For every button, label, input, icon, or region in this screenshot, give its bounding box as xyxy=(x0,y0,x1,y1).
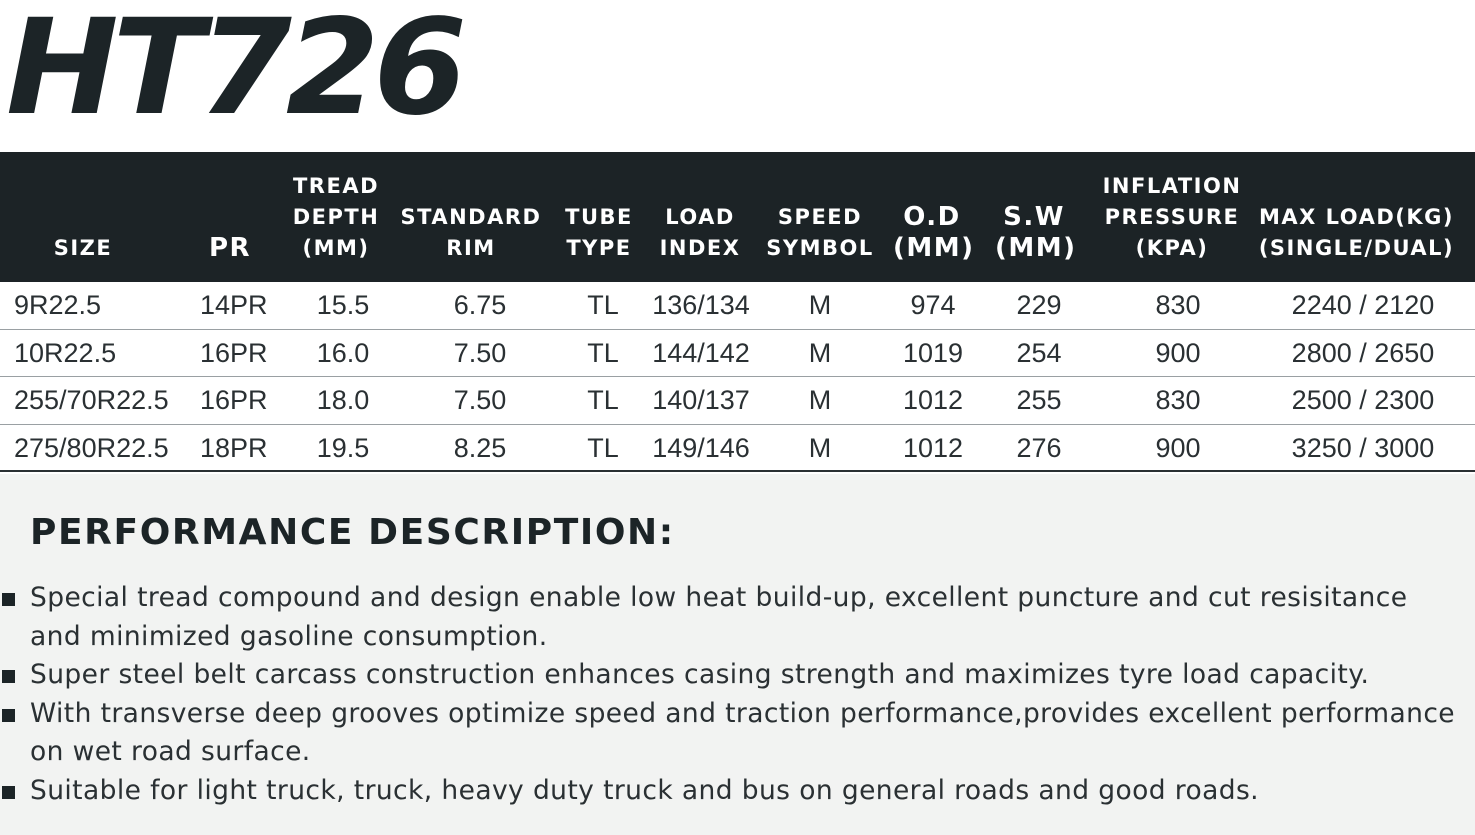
cell-standard-rim: 6.75 xyxy=(453,290,507,320)
table-row xyxy=(0,425,1475,473)
list-item xyxy=(0,695,1460,772)
list-item-text: Suitable for light truck, truck, heavy duty truck and bus on general roads and good roads. xyxy=(30,774,1259,806)
square-bullet-icon xyxy=(2,786,15,799)
table-row xyxy=(0,282,1475,330)
cell-sw: 276 xyxy=(1016,432,1062,463)
list-item xyxy=(0,579,1460,656)
list-item xyxy=(0,656,1460,695)
product-model-title: HT726 xyxy=(6,0,461,145)
cell-size: 10R22.5 xyxy=(14,337,117,368)
cell-standard-rim: 8.25 xyxy=(453,432,507,463)
header-od: O.D (MM) xyxy=(893,202,975,263)
cell-speed-symbol: M xyxy=(808,385,832,415)
cell-pr: 16PR xyxy=(200,385,268,415)
cell-load-index: 136/134 xyxy=(652,290,750,320)
cell-sw: 254 xyxy=(1016,337,1062,368)
table-row xyxy=(0,330,1475,378)
cell-size: 275/80R22.5 xyxy=(14,432,169,463)
cell-od: 974 xyxy=(910,290,956,320)
performance-section xyxy=(0,474,1475,835)
cell-od: 1012 xyxy=(902,385,964,415)
cell-pr: 16PR xyxy=(200,337,268,368)
list-item xyxy=(0,772,1460,811)
header-inflation-pressure: INFLATION PRESSURE (KPA) xyxy=(1102,174,1242,260)
cell-max-load: 3250 / 3000 xyxy=(1291,432,1435,463)
header-pr: PR xyxy=(208,233,252,263)
cell-max-load: 2500 / 2300 xyxy=(1291,385,1435,415)
cell-load-index: 144/142 xyxy=(652,337,750,368)
performance-list xyxy=(0,579,1460,810)
cell-inflation-pressure: 900 xyxy=(1155,432,1201,463)
cell-speed-symbol: M xyxy=(808,337,832,368)
performance-title: PERFORMANCE DESCRIPTION: xyxy=(30,512,675,553)
table-header xyxy=(0,152,1475,282)
cell-speed-symbol: M xyxy=(808,290,832,320)
header-tube-type: TUBE TYPE xyxy=(565,205,633,260)
table-row xyxy=(0,377,1475,425)
cell-inflation-pressure: 830 xyxy=(1155,385,1201,415)
header-sw: S.W (MM) xyxy=(995,202,1077,263)
square-bullet-icon xyxy=(2,670,15,683)
header-tread-depth: TREAD DEPTH (MM) xyxy=(292,174,380,260)
cell-tread-depth: 15.5 xyxy=(316,290,370,320)
header-max-load: MAX LOAD(KG) (SINGLE/DUAL) xyxy=(1258,205,1455,260)
cell-tread-depth: 19.5 xyxy=(316,432,370,463)
cell-load-index: 140/137 xyxy=(652,385,750,415)
cell-max-load: 2240 / 2120 xyxy=(1291,290,1435,320)
cell-tube-type: TL xyxy=(587,385,619,415)
cell-sw: 229 xyxy=(1016,290,1062,320)
cell-sw: 255 xyxy=(1016,385,1062,415)
cell-pr: 18PR xyxy=(200,432,268,463)
header-standard-rim: STANDARD RIM xyxy=(400,205,542,260)
header-size: SIZE xyxy=(53,236,113,260)
cell-tube-type: TL xyxy=(587,432,619,463)
cell-tread-depth: 16.0 xyxy=(316,337,370,368)
list-item-text: With transverse deep grooves optimize speed and traction performance,provides excellent performance on wet road surface. xyxy=(30,697,1455,767)
cell-inflation-pressure: 830 xyxy=(1155,290,1201,320)
cell-tube-type: TL xyxy=(587,290,619,320)
cell-size: 255/70R22.5 xyxy=(14,385,169,415)
square-bullet-icon xyxy=(2,593,15,606)
square-bullet-icon xyxy=(2,709,15,722)
cell-standard-rim: 7.50 xyxy=(453,337,507,368)
cell-pr: 14PR xyxy=(200,290,268,320)
cell-size: 9R22.5 xyxy=(14,290,102,320)
cell-tread-depth: 18.0 xyxy=(316,385,370,415)
cell-tube-type: TL xyxy=(587,337,619,368)
cell-od: 1019 xyxy=(902,337,964,368)
cell-max-load: 2800 / 2650 xyxy=(1291,337,1435,368)
header-load-index: LOAD INDEX xyxy=(659,205,741,260)
spec-table xyxy=(0,152,1475,472)
list-item-text: Special tread compound and design enable low heat build-up, excellent puncture and cut resisitance and minimized gasoline consumption. xyxy=(30,582,1408,652)
cell-standard-rim: 7.50 xyxy=(453,385,507,415)
header-speed-symbol: SPEED SYMBOL xyxy=(766,205,874,260)
cell-load-index: 149/146 xyxy=(652,432,750,463)
cell-inflation-pressure: 900 xyxy=(1155,337,1201,368)
list-item-text: Super steel belt carcass construction enhances casing strength and maximizes tyre load capacity. xyxy=(30,659,1370,690)
cell-od: 1012 xyxy=(902,432,964,463)
cell-speed-symbol: M xyxy=(808,432,832,463)
